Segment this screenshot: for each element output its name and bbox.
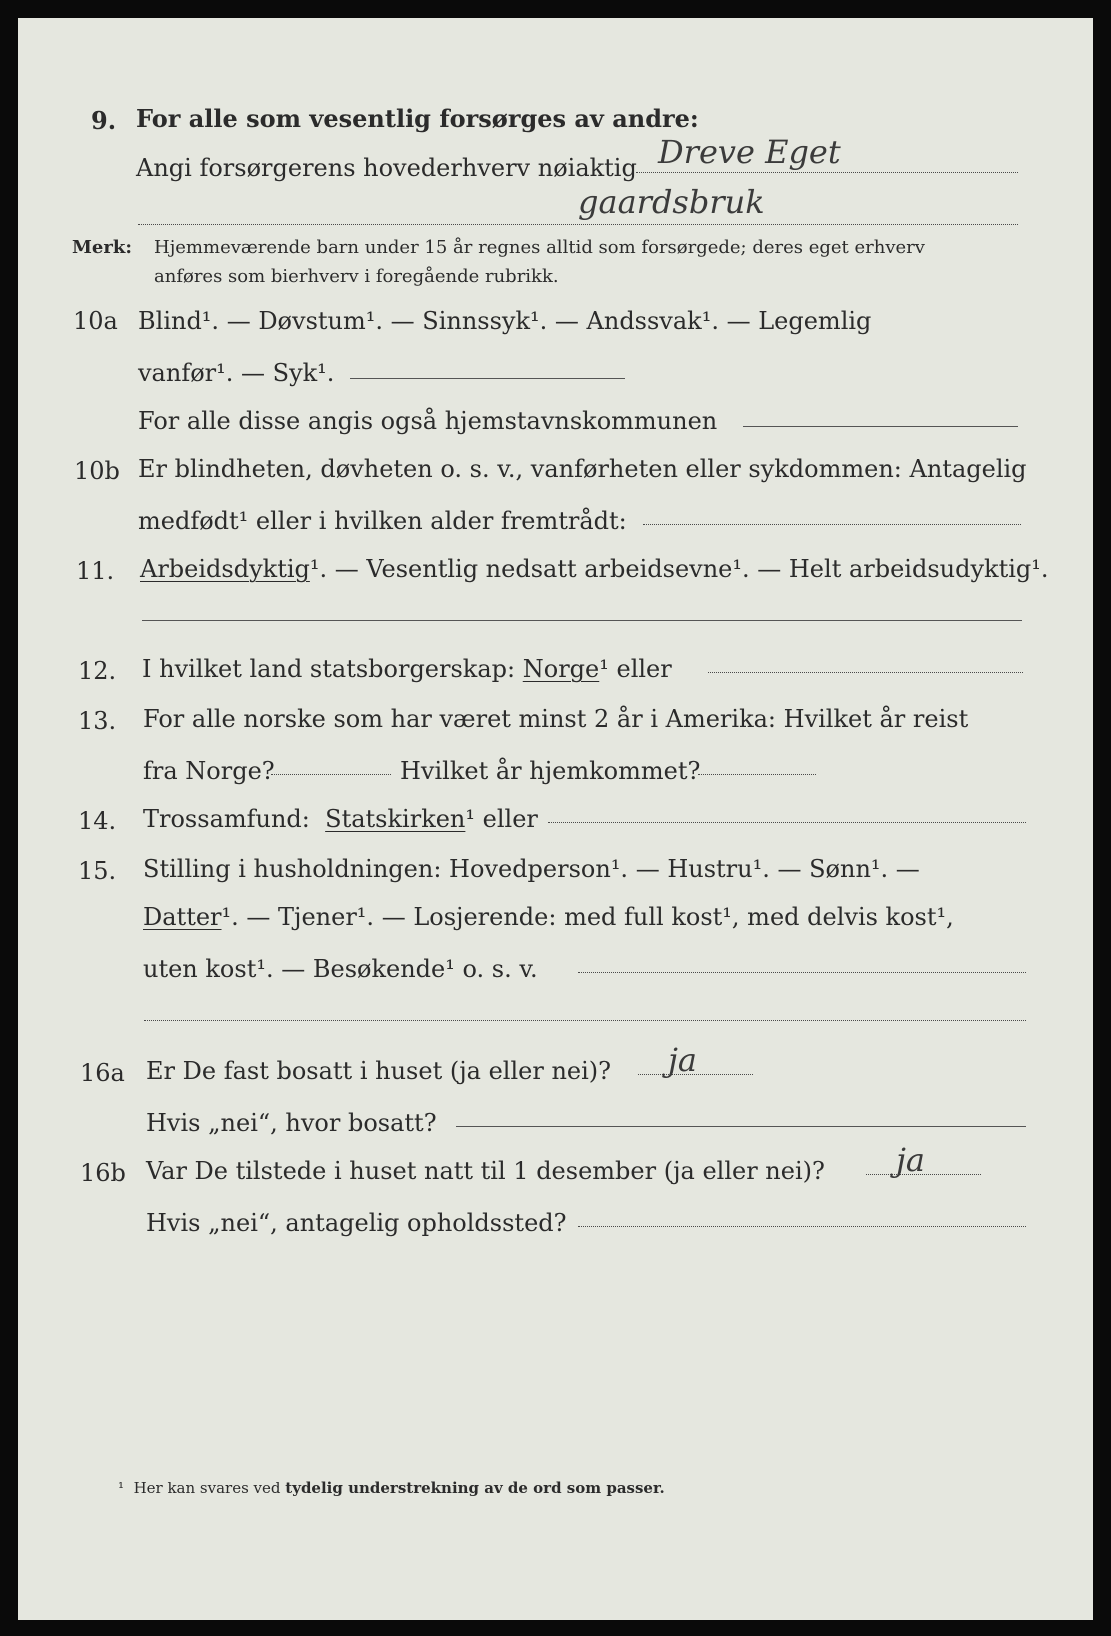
q9-answer-line: [636, 172, 1018, 173]
q15-answer-line: [578, 972, 1026, 973]
q16b-location-line: [578, 1226, 1026, 1227]
q10a-line1: Blind¹. — Døvstum¹. — Sinnssyk¹. — Andssvak¹. — Legemlig: [138, 307, 872, 335]
q15-line3: uten kost¹. — Besøkende¹ o. s. v.: [143, 955, 538, 983]
note-text-1: Hjemmeværende barn under 15 år regnes alltid som forsørgede; deres eget erhverv: [154, 237, 925, 258]
q16b-handwritten-answer: ja: [896, 1141, 925, 1179]
q12-answer-line: [708, 672, 1023, 673]
q16a-line2: Hvis „nei“, hvor bosatt?: [146, 1109, 437, 1137]
q16b-line1: Var De tilstede i huset natt til 1 desember (ja eller nei)?: [146, 1157, 825, 1185]
q13-line1: For alle norske som har været minst 2 år i Amerika: Hvilket år reist: [143, 705, 969, 733]
q12-option-underlined: Norge: [522, 655, 600, 683]
q16a-residence-line: [456, 1126, 1026, 1127]
footnote: ¹ Her kan svares ved tydelig understrekning av de ord som passer.: [118, 1479, 665, 1497]
q15-second-line: [144, 1020, 1026, 1021]
q9-handwritten-answer-1: Dreve Eget: [658, 133, 841, 171]
q10b-answer-line: [643, 524, 1021, 525]
note-label: Merk:: [72, 237, 132, 258]
q10b-line1: Er blindheten, døvheten o. s. v., vanførheten eller sykdommen: Antagelig: [138, 455, 1027, 483]
census-form-page: [18, 18, 1093, 1620]
q13-return-year-line: [698, 774, 816, 775]
q16a-handwritten-answer: ja: [668, 1041, 697, 1079]
q14-text: Trossamfund: Statskirken¹ eller: [143, 805, 538, 833]
q16b-line2: Hvis „nei“, antagelig opholdssted?: [146, 1209, 567, 1237]
item-number-16b: 16b: [80, 1159, 126, 1187]
q11-option-underlined: Arbeidsdyktig: [140, 555, 310, 583]
q10b-line2: medfødt¹ eller i hvilken alder fremtrådt:: [138, 507, 627, 535]
item-number-12: 12.: [78, 657, 117, 685]
note-text-2: anføres som bierhverv i foregående rubrikk.: [154, 266, 559, 287]
item-number-13: 13.: [78, 707, 117, 735]
item-number-10a: 10a: [73, 307, 118, 335]
q16a-line1: Er De fast bosatt i huset (ja eller nei)?: [146, 1057, 612, 1085]
q10a-answer-line: [350, 378, 625, 379]
q11-answer-line: [142, 620, 1022, 621]
item-number-14: 14.: [78, 807, 117, 835]
q11-text: Arbeidsdyktig¹. — Vesentlig nedsatt arbeidsevne¹. — Helt arbeidsudyktig¹.: [140, 555, 1049, 583]
q14-answer-line: [548, 822, 1026, 823]
q13-departure-year-line: [271, 774, 391, 775]
q15-line1: Stilling i husholdningen: Hovedperson¹. — Hustru¹. — Sønn¹. —: [143, 855, 920, 883]
q10a-line3: For alle disse angis også hjemstavnskommunen: [138, 407, 718, 435]
q13-label-left: fra Norge?: [143, 757, 275, 785]
q9-handwritten-answer-2: gaardsbruk: [578, 183, 765, 221]
item-number-15: 15.: [78, 857, 117, 885]
q15-option-underlined: Datter: [143, 903, 222, 931]
q15-line2: Datter¹. — Tjener¹. — Losjerende: med full kost¹, med delvis kost¹,: [143, 903, 954, 931]
item-number-16a: 16a: [80, 1059, 125, 1087]
q10a-home-municipality-line: [743, 426, 1018, 427]
q10a-line2: vanfør¹. — Syk¹.: [138, 359, 335, 387]
q13-label-right: Hvilket år hjemkommet?: [400, 757, 701, 785]
item-number-9: 9.: [91, 106, 117, 135]
q9-label: Angi forsørgerens hovederhverv nøiaktig: [136, 154, 637, 182]
q9-title: For alle som vesentlig forsørges av andre:: [136, 104, 699, 133]
item-number-10b: 10b: [74, 457, 120, 485]
q14-option-underlined: Statskirken: [325, 805, 466, 833]
q9-second-line: [138, 224, 1018, 225]
item-number-11: 11.: [76, 557, 115, 585]
q12-text: I hvilket land statsborgerskap: Norge¹ eller: [142, 655, 672, 683]
